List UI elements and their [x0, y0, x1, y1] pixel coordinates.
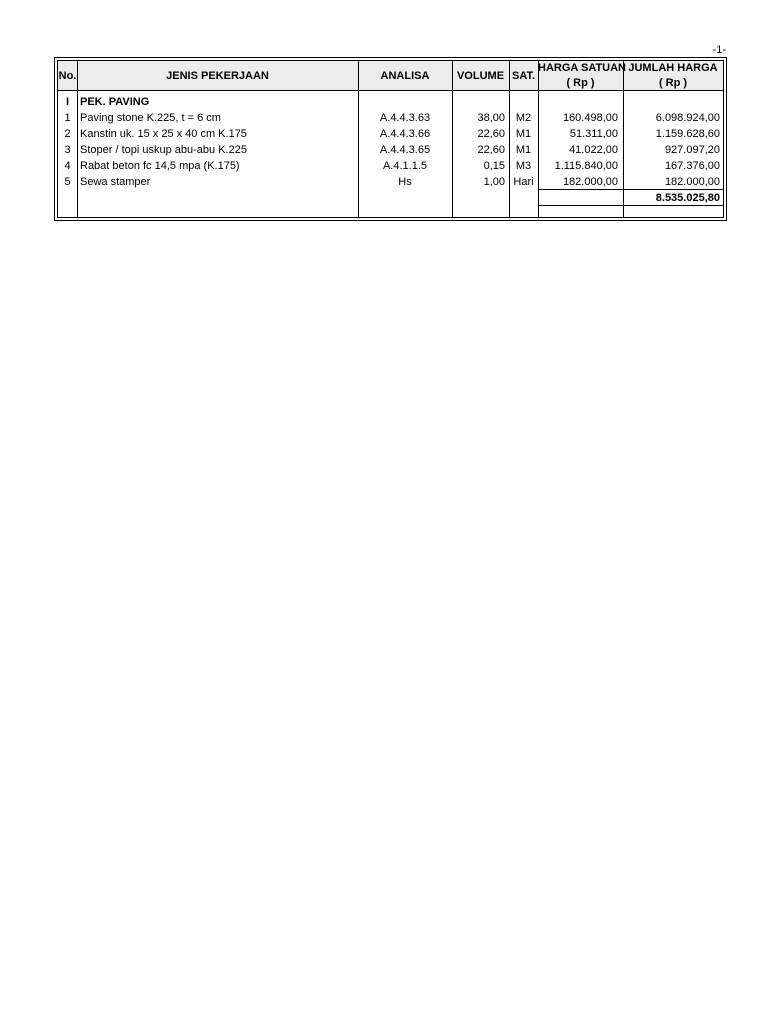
- header-sat: SAT.: [511, 70, 536, 82]
- row-sat: M2: [515, 112, 532, 124]
- row-harga-satuan: 41.022,00: [569, 144, 618, 156]
- row-harga-satuan: 182.000,00: [562, 176, 618, 188]
- row-no: 4: [64, 160, 71, 172]
- header-jumlah-harga-unit: ( Rp ): [658, 77, 688, 89]
- page-number: -1-: [712, 44, 726, 56]
- row-analisa: A.4.1.1.5: [382, 160, 428, 172]
- header-harga-satuan: HARGA SATUAN: [538, 62, 626, 74]
- row-harga-satuan: 1.115.840,00: [554, 160, 618, 172]
- section-title: PEK. PAVING: [80, 96, 150, 108]
- total-top-rule: [538, 189, 723, 190]
- row-no: 3: [64, 144, 71, 156]
- header-harga-satuan-unit: ( Rp ): [566, 77, 595, 89]
- row-analisa: A.4.4.3.63: [379, 112, 431, 124]
- row-jenis: Rabat beton fc 14,5 mpa (K.175): [80, 160, 240, 172]
- row-jumlah-harga: 182.000,00: [664, 176, 720, 188]
- column-divider: [77, 61, 78, 217]
- row-jumlah-harga: 1.159.628,60: [655, 128, 720, 140]
- row-volume: 22,60: [477, 128, 505, 140]
- row-no: 5: [64, 176, 71, 188]
- row-no: 1: [64, 112, 71, 124]
- row-jumlah-harga: 927.097,20: [664, 144, 720, 156]
- row-sat: Hari: [513, 176, 534, 188]
- row-jenis: Stoper / topi uskup abu-abu K.225: [80, 144, 247, 156]
- grand-total: 8.535.025,80: [655, 192, 720, 204]
- header-no: No.: [58, 70, 77, 82]
- header-jenis-pekerjaan: JENIS PEKERJAAN: [166, 70, 269, 82]
- price-table: [54, 57, 727, 221]
- row-volume: 0,15: [483, 160, 505, 172]
- header-jumlah-harga: JUMLAH HARGA: [628, 62, 718, 74]
- section-number: I: [65, 96, 70, 108]
- row-harga-satuan: 51.311,00: [569, 128, 618, 140]
- row-analisa: Hs: [398, 176, 412, 188]
- row-sat: M3: [515, 160, 532, 172]
- row-analisa: A.4.4.3.65: [379, 144, 431, 156]
- row-jumlah-harga: 167.376,00: [664, 160, 720, 172]
- row-volume: 1,00: [483, 176, 505, 188]
- row-jumlah-harga: 6.098.924,00: [655, 112, 720, 124]
- row-volume: 22,60: [477, 144, 505, 156]
- row-volume: 38,00: [477, 112, 505, 124]
- row-harga-satuan: 160.498,00: [562, 112, 618, 124]
- row-jenis: Paving stone K.225, t = 6 cm: [80, 112, 221, 124]
- row-no: 2: [64, 128, 71, 140]
- row-jenis: Sewa stamper: [80, 176, 151, 188]
- header-volume: VOLUME: [456, 70, 505, 82]
- row-sat: M1: [515, 128, 532, 140]
- row-sat: M1: [515, 144, 532, 156]
- header-analisa: ANALISA: [380, 70, 430, 82]
- total-bottom-rule: [538, 205, 723, 206]
- row-jenis: Kanstin uk. 15 x 25 x 40 cm K.175: [80, 128, 247, 140]
- row-analisa: A.4.4.3.66: [379, 128, 431, 140]
- price-table-inner: [57, 60, 724, 218]
